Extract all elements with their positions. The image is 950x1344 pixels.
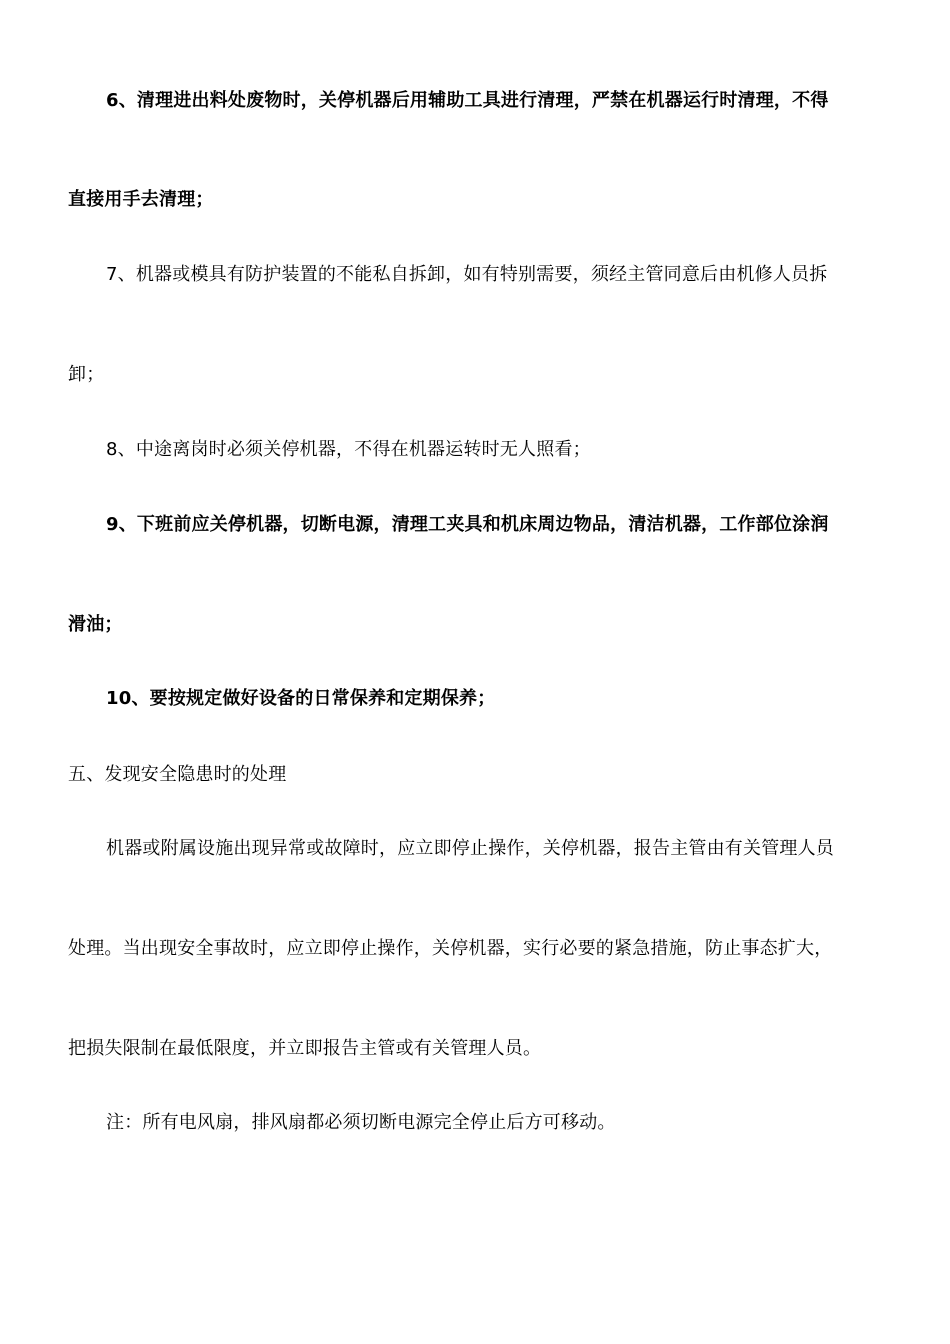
section-5-note: 注：所有电风扇，排风扇都必须切断电源完全停止后方可移动。 — [106, 1112, 616, 1133]
item-6-line-2: 直接用手去清理； — [68, 189, 214, 210]
item-9-line-2: 滑油； — [68, 614, 123, 635]
item-6-line-1: 6、清理进出料处废物时，关停机器后用辅助工具进行清理，严禁在机器运行时清理，不得 — [106, 90, 829, 111]
item-10-line-1: 10、要按规定做好设备的日常保养和定期保养； — [106, 688, 496, 709]
section-5-para-line-3: 把损失限制在最低限度，并立即报告主管或有关管理人员。 — [68, 1038, 542, 1059]
item-8-line-1: 8、中途离岗时必须关停机器，不得在机器运转时无人照看； — [106, 439, 591, 460]
item-7-line-2: 卸； — [68, 364, 105, 385]
section-5-para-line-2: 处理。当出现安全事故时，应立即停止操作，关停机器，实行必要的紧急措施，防止事态扩大， — [68, 938, 833, 959]
section-5-heading: 五、发现安全隐患时的处理 — [68, 764, 287, 785]
section-5-para-line-1: 机器或附属设施出现异常或故障时，应立即停止操作，关停机器，报告主管由有关管理人员 — [106, 838, 834, 859]
item-9-line-1: 9、下班前应关停机器，切断电源，清理工夹具和机床周边物品，清洁机器，工作部位涂润 — [106, 514, 829, 535]
item-7-line-1: 7、机器或模具有防护装置的不能私自拆卸，如有特别需要，须经主管同意后由机修人员拆 — [106, 264, 828, 285]
